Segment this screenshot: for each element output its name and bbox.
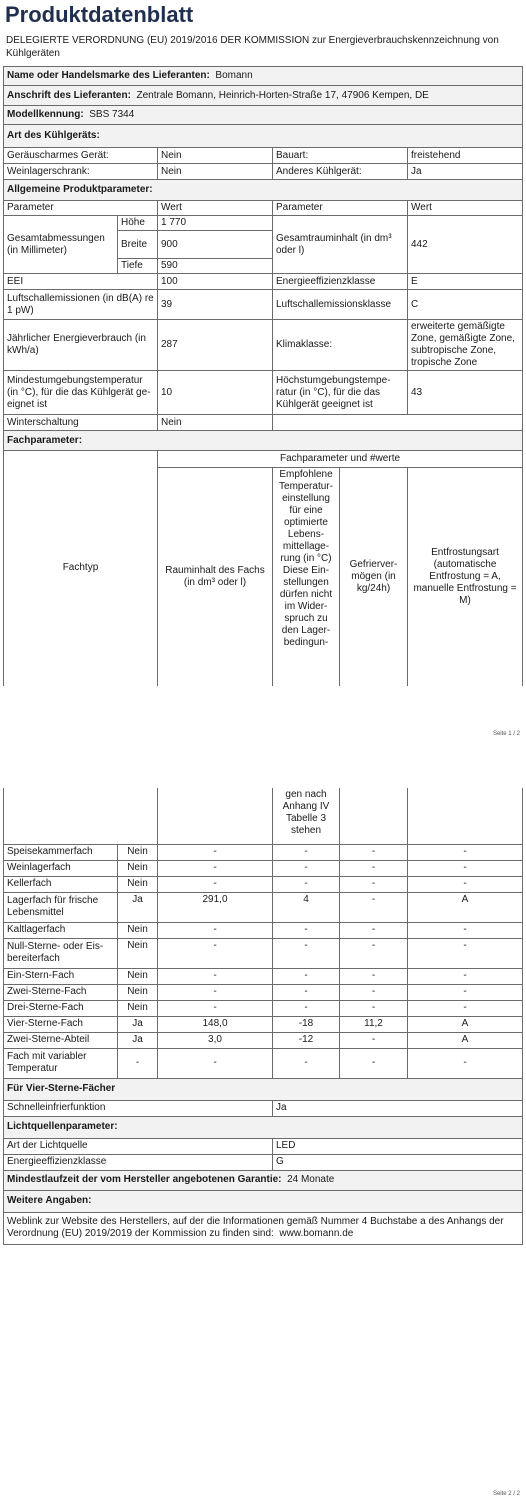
compartment-name: Kellerfach [4, 876, 118, 892]
quick-freeze-value: Ja [273, 1100, 523, 1116]
compartment-row: Vier-Sterne-Fach Ja 148,0 -18 11,2 A [4, 1016, 523, 1032]
quick-freeze-label: Schnelleinfrierfunktion [4, 1100, 273, 1116]
light-row [4, 1138, 523, 1154]
datasheet-table-page-1 [3, 66, 523, 686]
compartments-heading-row [4, 431, 523, 451]
device-type-heading-row [4, 125, 523, 148]
compartment-name: Vier-Sterne-Fach [4, 1016, 118, 1032]
compartment-name: Speisekammerfach [4, 844, 118, 860]
light-source-value: LED [273, 1138, 523, 1154]
dimension-row [4, 216, 523, 231]
light-class-label: Energieeffizienzklasse [4, 1154, 273, 1170]
dimension-value: 900 [158, 231, 273, 259]
device-type-row: Geräuscharmes Gerät: Nein Bauart: freistehend [4, 148, 523, 164]
regulation-subtitle: DELEGIERTE VERORDNUNG (EU) 2019/2016 DER KOMMISSION zur Energieverbrauchskennzeichnung von Kühlgeräten [6, 35, 499, 59]
total-volume-label: Gesamtrauminhalt (in dm³ oder l) [273, 216, 408, 274]
defrost-column-header: Entfrostungsart (automatische Entfrostung = A, manuelle Entfrostung = M) [408, 468, 523, 686]
compartments-group-header-row [4, 451, 523, 468]
compartment-row: Zwei-Sterne-Abteil Ja 3,0 -12 - A [4, 1032, 523, 1048]
page-number: Seite 2 / 2 [492, 1491, 520, 1497]
more-info-heading: Weitere Angaben: [4, 1190, 523, 1212]
light-class-value: G [273, 1154, 523, 1170]
more-info-heading-row [4, 1190, 523, 1212]
compartment-name: Zwei-Sterne-Abteil [4, 1032, 118, 1048]
quick-freeze-row [4, 1100, 523, 1116]
device-type-heading: Art des Kühlgeräts: [4, 125, 523, 148]
compartment-row: Kaltlagerfach Nein - - - - [4, 922, 523, 938]
general-param-row: EEI 100 Energieeffizienzklasse E [4, 274, 523, 290]
dimension-label: Breite [118, 231, 158, 259]
page-number: Seite 1 / 2 [492, 731, 520, 737]
temperature-column-header: Empfohlene Temperatureinstellung für eine optimierte Lebensmittellagerung (in °C) Diese Einstellungen dürfen nicht im Widerspruch zu den Lagerbedingun- [273, 468, 340, 686]
dimension-label: Tiefe [118, 259, 158, 274]
warranty-value: 24 Monate [287, 1174, 335, 1185]
model-label: Modellkennung: [7, 109, 84, 120]
dimension-value: 1 770 [158, 216, 273, 231]
compartment-row: Speisekammerfach Nein - - - - [4, 844, 523, 860]
datasheet-table-page-2 [3, 788, 523, 1245]
general-param-row: Winterschaltung Nein [4, 415, 523, 431]
dimension-label: Höhe [118, 216, 158, 231]
compartments-heading: Fachparameter: [4, 431, 523, 451]
address-value: Zentrale Bomann, Heinrich-Horten-Straße 17, 47906 Kempen, DE [136, 89, 429, 101]
warranty-row [4, 1170, 523, 1190]
compartment-row: Null-Sterne- oder Eisbereiterfach Nein - - - - [4, 938, 523, 968]
light-row [4, 1154, 523, 1170]
compartment-name: Lagerfach für frische Lebensmittel [4, 892, 118, 922]
general-heading-row [4, 180, 523, 201]
compartment-name: Kaltlagerfach [4, 922, 118, 938]
compartment-name: Weinlagerfach [4, 860, 118, 876]
total-volume-value: 442 [408, 216, 523, 274]
compartment-row: Drei-Sterne-Fach Nein - - - - [4, 1000, 523, 1016]
volume-column-header: Rauminhalt des Fachs (in dm³ oder l) [158, 468, 273, 686]
light-source-label: Art der Lichtquelle [4, 1138, 273, 1154]
compartment-row: Kellerfach Nein - - - - [4, 876, 523, 892]
four-star-heading: Für Vier-Sterne-Fächer [4, 1078, 523, 1100]
four-star-heading-row [4, 1078, 523, 1100]
light-heading: Lichtquellenparameter: [4, 1116, 523, 1138]
weblink-row [4, 1212, 523, 1244]
model-row [4, 106, 523, 125]
address-label: Anschrift des Lieferanten: [7, 89, 131, 101]
light-heading-row [4, 1116, 523, 1138]
compartments-group-header: Fachparameter und #werte [158, 451, 523, 468]
compartment-row: Weinlagerfach Nein - - - - [4, 860, 523, 876]
compartment-row: Fach mit variabler Temperatur - - - - - [4, 1048, 523, 1078]
device-type-row: Weinlagerschrank: Nein Anderes Kühlgerät: Ja [4, 164, 523, 180]
compartments-column-header-continued-row [4, 788, 523, 844]
model-value: SBS 7344 [89, 109, 135, 120]
page-title: Produktdatenblatt [5, 2, 194, 27]
compartment-name: Zwei-Sterne-Fach [4, 984, 118, 1000]
general-param-row: Luftschallemissionen (in dB(A) re 1 pW) 39 Luftschallemissionsklasse C [4, 290, 523, 320]
compartment-type-header: Fachtyp [4, 451, 158, 686]
temperature-column-header-continued: gen nach Anhang IV Tabelle 3 stehen [273, 788, 340, 844]
compartment-name: Drei-Sterne-Fach [4, 1000, 118, 1016]
warranty-label: Mindestlaufzeit der vom Hersteller angebotenen Garantie: [7, 1174, 282, 1185]
weblink-url[interactable]: www.bomann.de [279, 1228, 354, 1239]
general-param-row: Mindestumgebungstemperatur (in °C), für die das Kühlgerät geeignet ist 10 Höchstumgebungstemperatur (in °C), für die das Kühlgerät geeignet ist 43 [4, 371, 523, 415]
compartment-row: Zwei-Sterne-Fach Nein - - - - [4, 984, 523, 1000]
supplier-value: Bomann [215, 70, 253, 81]
freeze-capacity-column-header: Gefriervermögen (in kg/24h) [340, 468, 408, 686]
general-column-header-row: Parameter Wert Parameter Wert [4, 201, 523, 216]
compartment-name: Ein-Stern-Fach [4, 968, 118, 984]
weblink-text: Weblink zur Website des Herstellers, auf der die Informationen gemäß Nummer 4 Buchstabe a des Anhangs der Verordnung (EU) 2019/2019 der Kommission zu finden sind: [7, 1216, 504, 1239]
dimensions-label: Gesamtabmessungen (in Millimeter) [4, 216, 118, 274]
general-heading: Allgemeine Produktparameter: [4, 180, 523, 201]
dimension-value: 590 [158, 259, 273, 274]
compartment-name: Fach mit variabler Temperatur [4, 1048, 118, 1078]
general-param-row: Jährlicher Energieverbrauch (in kWh/a) 287 Klimaklasse: erweiterte gemäßigte Zone, gemäßigte Zone, subtropische Zone, tropische Zone [4, 320, 523, 371]
compartment-row: Ein-Stern-Fach Nein - - - - [4, 968, 523, 984]
supplier-label: Name oder Handelsmarke des Lieferanten: [7, 70, 210, 81]
supplier-row [4, 67, 523, 86]
compartment-name: Null-Sterne- oder Eisbereiterfach [4, 938, 118, 968]
address-row [4, 86, 523, 106]
compartment-row: Lagerfach für frische Lebensmittel Ja 291,0 4 - A [4, 892, 523, 922]
page-2 [0, 750, 526, 1500]
